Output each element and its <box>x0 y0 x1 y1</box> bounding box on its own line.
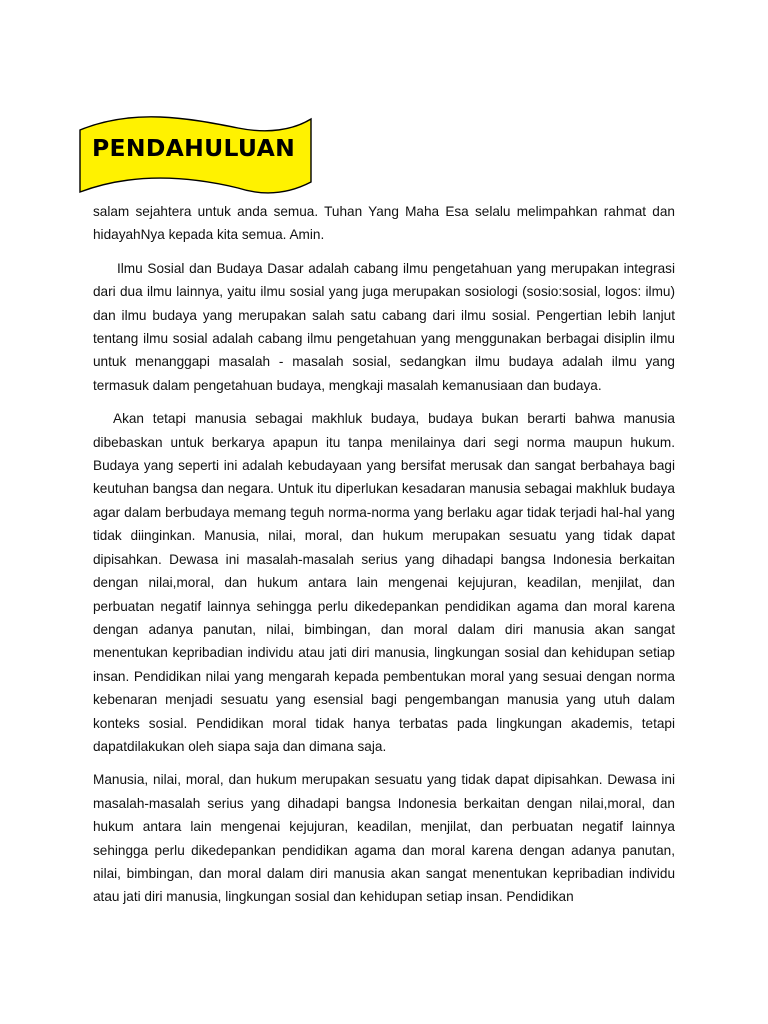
paragraph-values-morals: Manusia, nilai, moral, dan hukum merupakan sesuatu yang tidak dapat dipisahkan. Dewasa ini masalah-masalah serius yang dihadapi bangsa Indonesia berkaitan dengan nilai,moral, dan hukum antara lain mengenai kejujuran, keadilan, menjilat, dan perbuatan negatif lainnya sehingga perlu dikedepankan pendidikan agama dan moral karena dengan adanya panutan, nilai, bimbingan, dan moral dalam diri manusia akan sangat menentukan kepribadian individu atau jati diri manusia, lingkungan sosial dan kehidupan setiap insan. Pendidikan <box>93 772 675 905</box>
section-banner <box>78 114 314 196</box>
paragraph-culture-norms: Akan tetapi manusia sebagai makhluk budaya, budaya bukan berarti bahwa manusia dibebaskan untuk berkarya apapun itu tanpa menilainya dari segi norma maupun hukum. Budaya yang seperti ini adalah kebudayaan yang bersifat merusak dan sangat berbahaya bagi keutuhan bangsa dan negara. Untuk itu diperlukan kesadaran manusia sebagai makhluk budaya agar dalam berbudaya memang teguh norma-norma yang berlaku agar tidak terjadi hal-hal yang tidak diinginkan. Manusia, nilai, moral, dan hukum merupakan sesuatu yang tidak dapat dipisahkan. Dewasa ini masalah-masalah serius yang dihadapi bangsa Indonesia berkaitan dengan nilai,moral, dan hukum antara lain mengenai kejujuran, keadilan, menjilat, dan perbuatan negatif lainnya sehingga perlu dikedepankan pendidikan agama dan moral karena dengan adanya panutan, nilai, bimbingan, dan moral dalam diri manusia akan sangat menentukan kepribadian individu atau jati diri manusia, lingkungan sosial dan kehidupan setiap insan. Pendidikan nilai yang mengarah kepada pembentukan moral yang sesuai dengan norma kebenaran menjadi sesuatu yang esensial bagi pengembangan manusia yang utuh dalam konteks sosial. Pendidikan moral tidak hanya terbatas pada lingkungan akademis, tetapi dapatdilakukan oleh siapa saja dan dimana saja. <box>93 411 675 754</box>
paragraph-greeting: salam sejahtera untuk anda semua. Tuhan Yang Maha Esa selalu melimpahkan rahmat dan hidayahNya kepada kita semua. Amin. <box>93 204 675 243</box>
document-body <box>93 200 675 919</box>
section-title: PENDAHULUAN <box>92 134 296 162</box>
paragraph-isbd-definition: Ilmu Sosial dan Budaya Dasar adalah cabang ilmu pengetahuan yang merupakan integrasi dari dua ilmu lainnya, yaitu ilmu sosial yang juga merupakan sosiologi (sosio:sosial, logos: ilmu) dan ilmu budaya yang merupakan salah satu cabang dari ilmu sosial. Pengertian lebih lanjut tentang ilmu sosial adalah cabang ilmu pengetahuan yang menggunakan berbagai disiplin ilmu untuk menanggapi masalah - masalah sosial, sedangkan ilmu budaya adalah ilmu yang termasuk dalam pengetahuan budaya, mengkaji masalah kemanusiaan dan budaya. <box>93 260 675 393</box>
